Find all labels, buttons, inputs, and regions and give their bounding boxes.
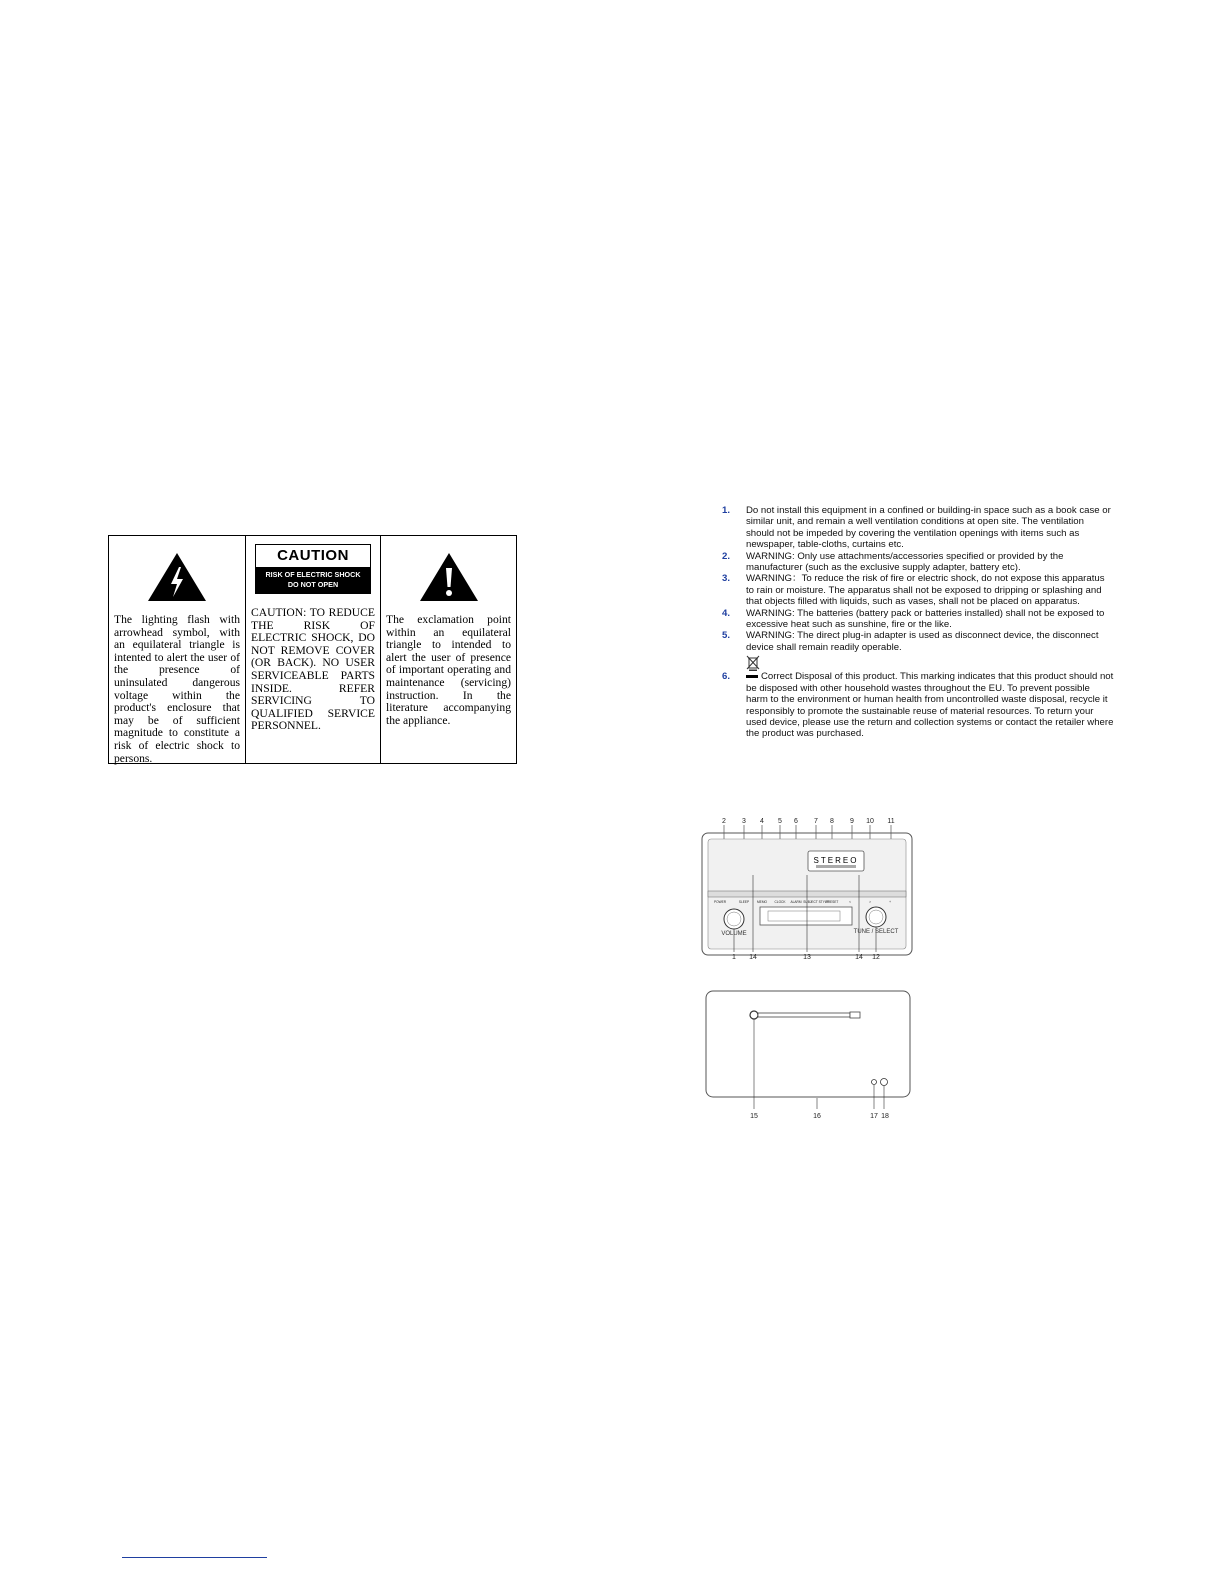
- button-label: <: [849, 900, 851, 904]
- callout-number: 13: [803, 954, 811, 961]
- warning-text: Do not install this equipment in a confined or building-in space such as a book case or similar unit, and remain a well ventilation conditions at open site. The ventilation should not be impeded by covering the ventilation openings with items such as newspaper, table-cloths, curtains etc.: [746, 505, 1111, 551]
- caution-description: CAUTION: TO REDUCE THE RISK OF ELECTRIC SHOCK, DO NOT REMOVE COVER (OR BACK). NO USER SERVICEABLE PARTS INSIDE. REFER SERVICING TO QUALIFIED SERVICE PERSONNEL.: [251, 606, 375, 733]
- antenna-pivot: [750, 1011, 758, 1019]
- warning-text-body: Correct Disposal of this product. This marking indicates that this product should not be disposed with other household wastes throughout the EU. To prevent possible harm to the environment or human health from uncontrolled waste disposal, recycle it responsibly to promote the sustainable reuse of material resources. To return your used device, please use the return and collection systems or contact the retailer where the product was purchased.: [746, 671, 1114, 740]
- caution-title: CAUTION: [277, 547, 349, 564]
- volume-label: VOLUME: [721, 931, 747, 937]
- display-window: [760, 907, 852, 925]
- button-label: CLOCK: [774, 900, 786, 904]
- button-label: POWER: [713, 900, 727, 904]
- safety-symbols-table: [108, 535, 517, 764]
- lightning-warning-icon: [146, 551, 208, 603]
- button-label: >: [869, 900, 871, 904]
- warning-text: [746, 671, 1114, 739]
- caution-label: [255, 544, 371, 594]
- callout-number: 15: [750, 1113, 758, 1120]
- crossed-bin-icon: [746, 655, 760, 671]
- front-panel-diagram: [698, 815, 918, 965]
- callout-number: 17: [870, 1113, 878, 1120]
- tune-select-label: TUNE / SELECT: [853, 929, 899, 935]
- back-callout-numbers: [750, 1113, 889, 1120]
- callout-number: 18: [881, 1113, 889, 1120]
- button-label: ALARM: [790, 900, 802, 904]
- lightning-description: The lighting flash with arrowhead symbol, with an equilateral triangle is intented to alert the user of the presence of uninsulated dangerous voltage within the product's enclosure that may be of sufficient magnitude to constitute a risk of electric shock to persons.: [114, 613, 240, 765]
- exclamation-cell: [381, 536, 516, 763]
- callout-number: 8: [830, 818, 834, 825]
- lightning-cell: [109, 536, 246, 763]
- exclamation-description: The exclamation point within an equilateral triangle to intended to alert the user of presence of important operating and maintenance (servicing) instruction. In the literature accompanying the appliance.: [386, 613, 511, 727]
- warning-text: WARNING：To reduce the risk of fire or electric shock, do not expose this apparatus to rain or moisture. The apparatus shall not be exposed to dripping or splashing and that objects filled with liquids, such as vases, shall not be placed on apparatus.: [746, 573, 1105, 608]
- warning-item: [722, 630, 1114, 653]
- telescopic-antenna: [758, 1013, 850, 1017]
- warning-number: 4.: [722, 607, 731, 619]
- warning-item: [722, 671, 1114, 739]
- button-label: PRESET: [825, 900, 839, 904]
- warning-text: WARNING: The batteries (battery pack or batteries installed) shall not be exposed to excessive heat such as sunshine, fire or the like.: [746, 607, 1105, 631]
- back-panel-diagram: [700, 988, 920, 1128]
- warning-text: WARNING: Only use attachments/accessories specified or provided by the manufacturer (such as the exclusive supply adapter, battery etc).: [746, 550, 1064, 574]
- callout-number: 10: [866, 818, 874, 825]
- warning-number: 3.: [722, 573, 731, 585]
- dc-jack: [872, 1080, 877, 1085]
- callout-number: 7: [814, 818, 818, 825]
- callout-number: 11: [887, 818, 895, 825]
- callout-number: 4: [760, 818, 764, 825]
- button-label: SUBJECT STYLE: [803, 900, 829, 904]
- warning-text: WARNING: The direct plug-in adapter is used as disconnect device, the disconnect device shall remain readily operable.: [746, 630, 1099, 653]
- callout-number: 14: [749, 954, 757, 961]
- footer-rule: [122, 1557, 267, 1558]
- button-label: MEMO: [757, 900, 767, 904]
- caution-subtitle: [256, 567, 370, 593]
- warnings-list: [722, 505, 1114, 740]
- callout-number: 16: [813, 1113, 821, 1120]
- warning-number: 2.: [722, 550, 731, 562]
- warning-item: [722, 505, 1114, 551]
- stereo-logo: STEREO: [813, 856, 859, 865]
- exclamation-warning-icon: [418, 551, 480, 603]
- warning-item: [722, 551, 1114, 574]
- warning-number: 6.: [722, 671, 731, 683]
- caution-subtitle-line1: RISK OF ELECTRIC SHOCK: [265, 570, 361, 579]
- warning-item: [722, 573, 1114, 607]
- caution-cell: [246, 536, 381, 763]
- callout-number: 9: [850, 818, 854, 825]
- callout-number: 3: [742, 818, 746, 825]
- callout-number: 5: [778, 818, 782, 825]
- headphone-jack: [881, 1079, 888, 1086]
- warning-item: [722, 608, 1114, 631]
- warning-number: 5.: [722, 630, 731, 642]
- button-label: +: [889, 900, 891, 904]
- callout-number: 6: [794, 818, 798, 825]
- callout-number: 14: [855, 954, 863, 961]
- callout-number: 12: [872, 954, 880, 961]
- button-label: SLEEP: [738, 900, 750, 904]
- callout-number: 2: [722, 818, 726, 825]
- callout-number: 1: [732, 954, 736, 961]
- weee-bar-icon: [746, 675, 758, 678]
- warning-number: 1.: [722, 505, 731, 516]
- caution-subtitle-line2: DO NOT OPEN: [287, 580, 339, 589]
